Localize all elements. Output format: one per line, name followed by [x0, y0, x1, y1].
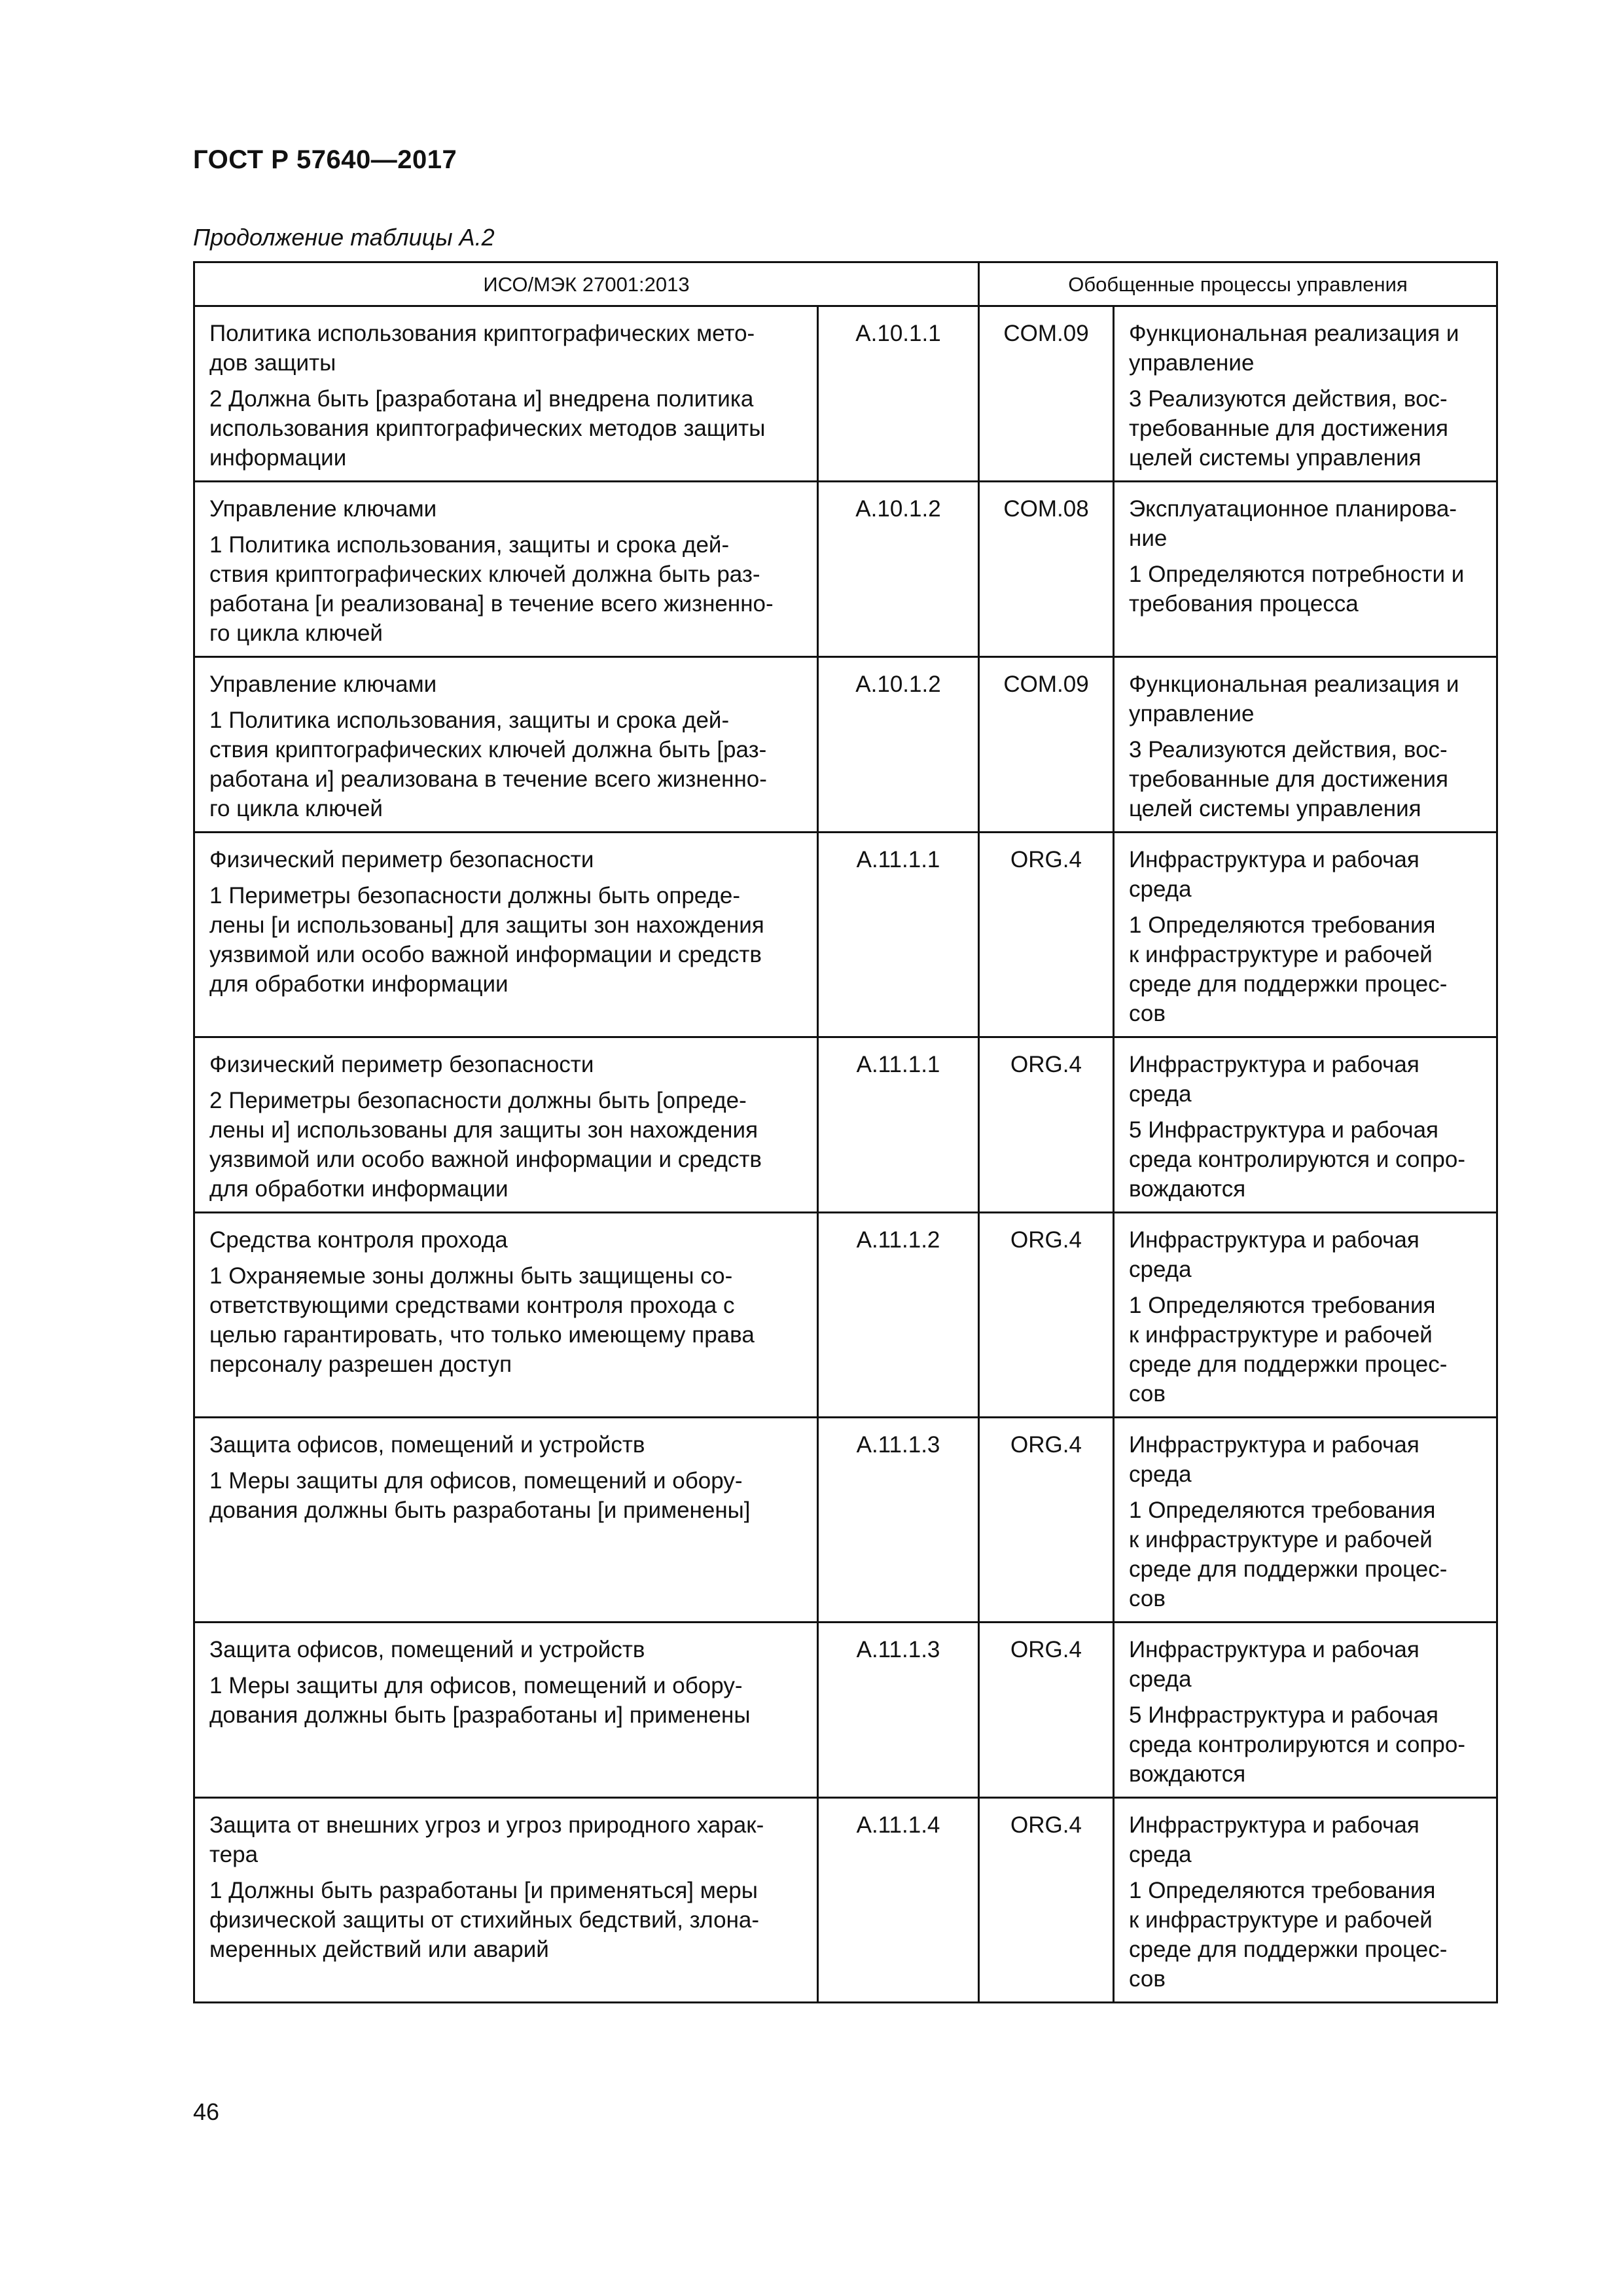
control-title: Средства контроля прохода	[209, 1227, 508, 1253]
table-row	[194, 833, 1497, 1037]
control-requirement: 1 Меры защиты для офисов, помещений и обору- дования должны быть [разработаны и] применены	[209, 1673, 751, 1728]
control-cell	[194, 1213, 818, 1418]
process-cell	[1114, 1213, 1497, 1418]
control-title: Физический периметр безопасности	[209, 847, 594, 872]
table-row	[194, 1798, 1497, 2003]
process-outcome: 3 Реализуются действия, вос- требованные для достижения целей системы управления	[1129, 737, 1448, 821]
process-code: ORG.4	[979, 1798, 1114, 2003]
control-requirement: 1 Политика использования, защиты и срока дей- ствия криптографических ключей должна быть [раз- работана и] реализована в течение всего жизненно- го цикла ключей	[209, 708, 767, 821]
process-outcome: 1 Определяются требования к инфраструктуре и рабочей среде для поддержки процес- сов	[1129, 1498, 1448, 1611]
table-header-row	[194, 262, 1497, 306]
control-title: Физический периметр безопасности	[209, 1052, 594, 1077]
table-row	[194, 482, 1497, 657]
control-title: Защита от внешних угроз и угроз природного харак- тера	[209, 1812, 764, 1867]
control-reference: A.11.1.2	[818, 1213, 979, 1418]
process-title: Инфраструктура и рабочая среда	[1129, 1432, 1419, 1487]
process-cell	[1114, 1037, 1497, 1213]
process-title: Эксплуатационное планирова- ние	[1129, 496, 1457, 551]
control-title: Управление ключами	[209, 496, 437, 522]
process-title: Функциональная реализация и управление	[1129, 321, 1459, 376]
process-title: Инфраструктура и рабочая среда	[1129, 847, 1419, 902]
table-body	[194, 306, 1497, 2003]
process-code: ORG.4	[979, 1037, 1114, 1213]
page-number: 46	[193, 2098, 220, 2125]
control-requirement: 2 Периметры безопасности должны быть [опреде- лены и] использованы для защиты зон нахождения уязвимой или особо важной информации и средств для обработки информации	[209, 1088, 762, 1202]
process-title: Инфраструктура и рабочая среда	[1129, 1052, 1419, 1107]
control-reference: A.11.1.3	[818, 1623, 979, 1798]
control-requirement: 1 Политика использования, защиты и срока дей- ствия криптографических ключей должна быть раз- работана [и реализована] в течение всего жизненно- го цикла ключей	[209, 532, 774, 646]
process-cell	[1114, 1623, 1497, 1798]
control-cell	[194, 1798, 818, 2003]
process-code: ORG.4	[979, 1213, 1114, 1418]
control-title: Управление ключами	[209, 672, 437, 697]
process-title: Инфраструктура и рабочая среда	[1129, 1227, 1419, 1282]
control-cell	[194, 1623, 818, 1798]
control-reference: A.11.1.1	[818, 1037, 979, 1213]
process-cell	[1114, 306, 1497, 482]
process-cell	[1114, 833, 1497, 1037]
table-row	[194, 1623, 1497, 1798]
control-reference: A.11.1.4	[818, 1798, 979, 2003]
table-row	[194, 306, 1497, 482]
table-row	[194, 1037, 1497, 1213]
control-reference: A.10.1.1	[818, 306, 979, 482]
process-outcome: 3 Реализуются действия, вос- требованные для достижения целей системы управления	[1129, 386, 1448, 471]
control-title: Защита офисов, помещений и устройств	[209, 1637, 645, 1662]
process-cell	[1114, 1418, 1497, 1623]
process-code: COM.08	[979, 482, 1114, 657]
control-cell	[194, 1037, 818, 1213]
control-reference: A.10.1.2	[818, 482, 979, 657]
process-title: Функциональная реализация и управление	[1129, 672, 1459, 726]
process-outcome: 5 Инфраструктура и рабочая среда контролируются и сопро- вождаются	[1129, 1117, 1465, 1202]
mapping-table	[193, 261, 1498, 2003]
process-outcome: 1 Определяются требования к инфраструктуре и рабочей среде для поддержки процес- сов	[1129, 1293, 1448, 1407]
process-code: ORG.4	[979, 833, 1114, 1037]
process-cell	[1114, 1798, 1497, 2003]
process-outcome: 1 Определяются требования к инфраструктуре и рабочей среде для поддержки процес- сов	[1129, 1878, 1448, 1992]
table-row	[194, 1418, 1497, 1623]
process-title: Инфраструктура и рабочая среда	[1129, 1637, 1419, 1692]
table-caption: Продолжение таблицы А.2	[193, 224, 495, 251]
process-title: Инфраструктура и рабочая среда	[1129, 1812, 1419, 1867]
process-code: COM.09	[979, 306, 1114, 482]
control-cell	[194, 482, 818, 657]
control-reference: A.10.1.2	[818, 657, 979, 833]
control-cell	[194, 833, 818, 1037]
control-requirement: 2 Должна быть [разработана и] внедрена политика использования криптографических методов защиты информации	[209, 386, 766, 471]
table-row	[194, 1213, 1497, 1418]
control-reference: A.11.1.1	[818, 833, 979, 1037]
control-title: Защита офисов, помещений и устройств	[209, 1432, 645, 1458]
process-cell	[1114, 657, 1497, 833]
control-requirement: 1 Должны быть разработаны [и применяться] меры физической защиты от стихийных бедствий, злона- меренных действий или аварий	[209, 1878, 760, 1962]
control-reference: A.11.1.3	[818, 1418, 979, 1623]
control-cell	[194, 657, 818, 833]
process-outcome: 5 Инфраструктура и рабочая среда контролируются и сопро- вождаются	[1129, 1702, 1465, 1787]
control-title: Политика использования криптографических мето- дов защиты	[209, 321, 755, 376]
control-cell	[194, 1418, 818, 1623]
document-header: ГОСТ Р 57640—2017	[193, 145, 457, 174]
control-requirement: 1 Меры защиты для офисов, помещений и обору- дования должны быть разработаны [и применены]	[209, 1468, 751, 1523]
process-code: COM.09	[979, 657, 1114, 833]
control-requirement: 1 Охраняемые зоны должны быть защищены со- ответствующими средствами контроля прохода с целью гарантировать, что только имеющему права персоналу разрешен доступ	[209, 1263, 755, 1377]
process-outcome: 1 Определяются требования к инфраструктуре и рабочей среде для поддержки процес- сов	[1129, 912, 1448, 1026]
control-requirement: 1 Периметры безопасности должны быть опреде- лены [и использованы] для защиты зон нахождения уязвимой или особо важной информации и средств для обработки информации	[209, 883, 764, 997]
process-code: ORG.4	[979, 1623, 1114, 1798]
process-cell	[1114, 482, 1497, 657]
control-cell	[194, 306, 818, 482]
header-iso-iec: ИСО/МЭК 27001:2013	[194, 262, 979, 306]
header-processes: Обобщенные процессы управления	[979, 262, 1497, 306]
process-code: ORG.4	[979, 1418, 1114, 1623]
process-outcome: 1 Определяются потребности и требования процесса	[1129, 562, 1465, 617]
table-row	[194, 657, 1497, 833]
